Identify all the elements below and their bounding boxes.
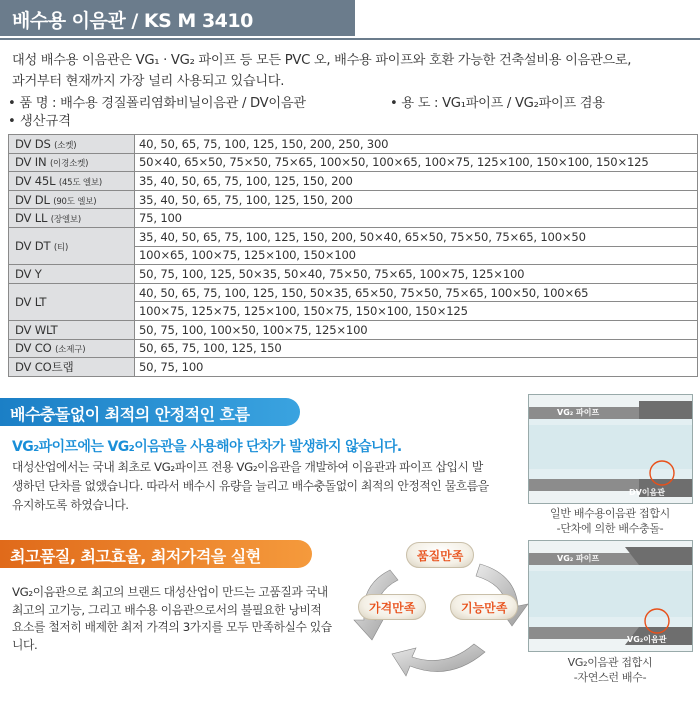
size-values: 50, 75, 100, 100×50, 100×75, 125×100: [135, 320, 698, 339]
page-title: 배수용 이음관 / KS M 3410: [12, 10, 253, 32]
page-header: [0, 0, 700, 40]
fitting-name: [9, 135, 135, 154]
fitting-type: (이경소켓): [49, 159, 89, 170]
fitting-name: [9, 320, 135, 339]
spec-heading: • 생산규격: [8, 114, 71, 129]
function-pill: 기능만족: [450, 594, 518, 620]
fig2-caption-line2: -자연스런 배수-: [573, 671, 647, 684]
price-pill: 가격만족: [358, 594, 426, 620]
fitting-name: [9, 358, 135, 377]
fitting-name: [9, 190, 135, 209]
fig1-fitting-label: DV이음관: [629, 488, 666, 497]
fitting-name: [9, 339, 135, 358]
quality-pill: 품질만족: [406, 542, 474, 568]
size-values: 50×40, 65×50, 75×50, 75×65, 100×50, 100×65, 100×75, 125×100, 150×100, 150×125: [135, 153, 698, 172]
table-row: [9, 135, 698, 154]
size-values: 100×65, 100×75, 125×100, 150×100: [135, 246, 698, 265]
fig2-fitting-label: VG₂이음관: [627, 635, 667, 644]
fitting-code: DV CO: [15, 341, 52, 356]
fig2-caption-line1: VG₂이음관 접합시: [567, 656, 653, 669]
fitting-code: DV 45L: [15, 173, 56, 188]
size-values: 50, 65, 75, 100, 125, 150: [135, 339, 698, 358]
quality-body: VG₂이음관으로 최고의 브랜드 대성산업이 만드는 고품질과 국내 최고의 고기능, 그리고 배수용 이음관으로서의 불필요한 낭비적 요소를 철저히 배제한 최저 가격의 3가지를 모두 만족하실수 있습니다.: [12, 585, 332, 652]
fitting-code: DV Y: [15, 266, 42, 281]
joint-diagram-1: [529, 395, 692, 503]
intro-line-1: 대성 배수용 이음관은 VG₁ · VG₂ 파이프 등 모든 PVC 오, 배수용 파이프와 호환 가능한 건축설비용 이음관으로,: [12, 53, 632, 68]
product-name: • 품 명 : 배수용 경질폴리염화비닐이음관 / DV이음관: [8, 96, 306, 111]
size-values: 35, 40, 50, 65, 75, 100, 125, 150, 200, 50×40, 65×50, 75×50, 75×65, 100×50: [135, 227, 698, 246]
size-values: 50, 75, 100, 125, 50×35, 50×40, 75×50, 75×65, 100×75, 125×100: [135, 265, 698, 284]
fitting-name: [9, 153, 135, 172]
fitting-name: [9, 209, 135, 228]
fitting-code: DV LL: [15, 211, 48, 226]
fitting-type: (90도 엘보): [53, 196, 97, 207]
fitting-name: [9, 265, 135, 284]
section-banner-flow: [0, 398, 300, 426]
fitting-code: DV WLT: [15, 322, 58, 337]
fitting-code: DV DT: [15, 239, 51, 254]
product-usage: • 용 도 : VG₁파이프 / VG₂파이프 겸용: [390, 96, 605, 111]
fitting-type: (소제구): [55, 345, 86, 356]
spec-table: [8, 134, 698, 377]
fig1-caption-line1: 일반 배수용이음관 접합시: [550, 507, 670, 520]
table-row: [9, 265, 698, 284]
flow-body: 대성산업에서는 국내 최초로 VG₂파이프 전용 VG₂이음관을 개발하여 이음관과 파이프 삽입시 발생하던 단차를 없앴습니다. 따라서 배수시 유량을 늘리고 배수충돌없이 최적의 안정적인 물흐름을 유지하도록 하였습니다.: [12, 460, 489, 512]
size-values: 35, 40, 50, 65, 75, 100, 125, 150, 200: [135, 190, 698, 209]
section-banner-quality: [0, 540, 312, 568]
fitting-code: DV DL: [15, 192, 50, 207]
banner-title: 최고품질, 최고효율, 최저가격을 실현: [10, 547, 261, 566]
fig2-pipe-label: VG₂ 파이프: [557, 554, 600, 563]
intro-line-2: 과거부터 현재까지 가장 널리 사용되고 있습니다.: [12, 74, 285, 89]
table-row: [9, 209, 698, 228]
table-row: [9, 283, 698, 302]
fitting-code: DV LT: [15, 294, 47, 309]
fig1-caption-line2: -단차에 의한 배수충돌-: [556, 522, 664, 535]
fitting-type: (소켓): [54, 140, 77, 151]
size-values: 40, 50, 65, 75, 100, 125, 150, 200, 250, 300: [135, 135, 698, 154]
banner-title: 배수충돌없이 최적의 안정적인 흐름: [10, 405, 250, 424]
table-row: [9, 320, 698, 339]
figure1-caption: [525, 506, 695, 536]
size-values: 35, 40, 50, 65, 75, 100, 125, 150, 200: [135, 172, 698, 191]
table-row: [9, 358, 698, 377]
figure-vg2-joint: [528, 540, 693, 652]
fitting-code: DV CO트랩: [15, 359, 74, 374]
fitting-code: DV DS: [15, 136, 51, 151]
size-values: 100×75, 125×75, 125×100, 150×75, 150×100, 150×125: [135, 302, 698, 321]
header-rule: [0, 38, 700, 40]
joint-diagram-2: [529, 541, 692, 651]
size-values: 50, 75, 100: [135, 358, 698, 377]
table-row: [9, 190, 698, 209]
table-row: [9, 172, 698, 191]
intro-text: [12, 50, 692, 92]
size-values: 75, 100: [135, 209, 698, 228]
fitting-type: (45도 엘보): [58, 177, 103, 188]
satisfaction-cycle: [350, 540, 530, 690]
figure-standard-joint: [528, 394, 693, 504]
size-values: 40, 50, 65, 75, 100, 125, 150, 50×35, 65×50, 75×50, 75×65, 100×50, 100×65: [135, 283, 698, 302]
fitting-name: [9, 283, 135, 320]
flow-headline: VG₂파이프에는 VG₂이음관을 사용해야 단차가 발생하지 않습니다.: [12, 439, 402, 455]
fitting-type: (장엘보): [50, 215, 82, 226]
fitting-name: [9, 172, 135, 191]
fig1-pipe-label: VG₂ 파이프: [557, 408, 600, 417]
figure2-caption: [525, 655, 695, 685]
fitting-code: DV IN: [15, 155, 47, 170]
table-row: [9, 339, 698, 358]
cycle-arrow-bottom: [392, 644, 485, 676]
fitting-type: (티): [53, 243, 69, 254]
table-row: [9, 227, 698, 246]
table-row: [9, 153, 698, 172]
fitting-name: [9, 227, 135, 264]
